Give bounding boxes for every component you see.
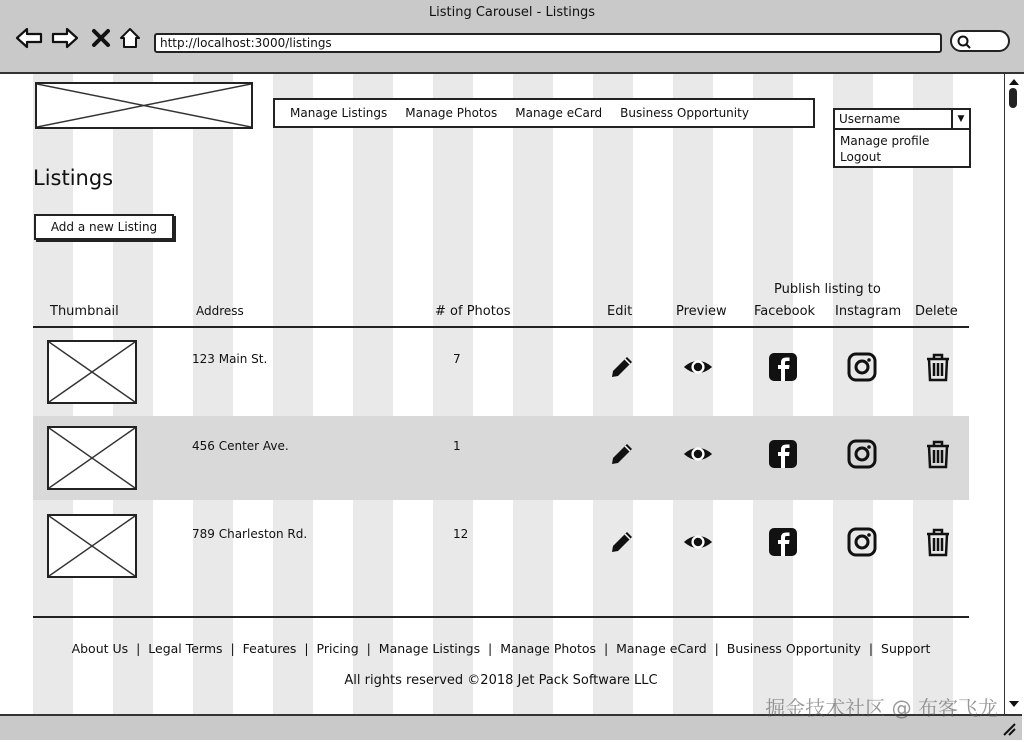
footer-links: About Us | Legal Terms | Features | Pricing | Manage Listings | Manage Photos | Manage eCard | Business Opportunity | Support	[71, 641, 931, 656]
footer-divider	[33, 616, 969, 618]
browser-search[interactable]	[950, 30, 1010, 52]
scroll-down-icon[interactable]	[1006, 698, 1022, 710]
facebook-icon[interactable]	[767, 526, 799, 558]
nav-manage-ecard[interactable]: Manage eCard	[515, 106, 603, 120]
scroll-up-icon[interactable]	[1006, 76, 1022, 88]
thumbnail-placeholder	[47, 514, 137, 578]
header-divider	[33, 326, 969, 328]
footer-link-manage-ecard[interactable]: Manage eCard	[616, 641, 707, 656]
page-title: Listings	[33, 166, 114, 190]
logo-placeholder	[35, 82, 253, 129]
delete-trash-icon[interactable]	[922, 351, 954, 383]
forward-arrow-icon[interactable]	[50, 26, 80, 50]
nav-manage-photos[interactable]: Manage Photos	[405, 106, 498, 120]
main-nav	[273, 98, 815, 128]
page-viewport	[0, 74, 1004, 714]
add-listing-button[interactable]: Add a new Listing	[34, 214, 174, 240]
col-thumbnail: Thumbnail	[50, 304, 119, 319]
footer-link-features[interactable]: Features	[242, 641, 297, 656]
back-arrow-icon[interactable]	[14, 26, 44, 50]
listing-address: 123 Main St.	[192, 352, 268, 366]
preview-eye-icon[interactable]	[682, 351, 714, 383]
username-label: Username	[839, 112, 901, 126]
copyright: All rights reserved ©2018 Jet Pack Software LLC	[344, 673, 658, 688]
col-preview: Preview	[676, 304, 727, 319]
delete-trash-icon[interactable]	[922, 526, 954, 558]
edit-pencil-icon[interactable]	[606, 438, 638, 470]
delete-trash-icon[interactable]	[922, 438, 954, 470]
col-facebook: Facebook	[754, 304, 816, 319]
listing-photo-count: 1	[453, 439, 461, 453]
listing-address: 456 Center Ave.	[192, 439, 289, 453]
facebook-icon[interactable]	[767, 438, 799, 470]
publish-group-header: Publish listing to	[774, 282, 881, 297]
footer-link-pricing[interactable]: Pricing	[316, 641, 359, 656]
title-bar	[0, 0, 1024, 27]
listing-photo-count: 12	[453, 527, 469, 541]
browser-toolbar	[0, 26, 1024, 74]
footer-link-manage-photos[interactable]: Manage Photos	[500, 641, 597, 656]
listing-photo-count: 7	[453, 352, 461, 366]
user-menu	[833, 130, 971, 168]
chevron-down-icon[interactable]: ▼	[951, 110, 969, 128]
thumbnail-placeholder	[47, 340, 137, 404]
instagram-icon[interactable]	[846, 438, 878, 470]
window-title: Listing Carousel - Listings	[428, 5, 596, 20]
footer-link-manage-listings[interactable]: Manage Listings	[378, 641, 481, 656]
stop-icon[interactable]	[88, 26, 114, 50]
preview-eye-icon[interactable]	[682, 438, 714, 470]
table-row	[33, 330, 969, 416]
nav-manage-listings[interactable]: Manage Listings	[290, 106, 388, 120]
vertical-scrollbar[interactable]	[1004, 74, 1023, 714]
nav-business-opportunity[interactable]: Business Opportunity	[620, 106, 749, 120]
col-photos: # of Photos	[435, 304, 511, 319]
col-edit: Edit	[607, 304, 633, 319]
thumbnail-placeholder	[47, 426, 137, 490]
listing-address: 789 Charleston Rd.	[192, 527, 308, 541]
watermark-text: 掘金技术社区 @ 布客飞龙	[765, 696, 998, 720]
search-icon	[954, 33, 974, 51]
footer-link-support[interactable]: Support	[881, 641, 931, 656]
address-bar[interactable]: http://localhost:3000/listings	[154, 33, 942, 53]
instagram-icon[interactable]	[846, 526, 878, 558]
instagram-icon[interactable]	[846, 351, 878, 383]
footer-link-legal[interactable]: Legal Terms	[148, 641, 223, 656]
menu-item-manage-profile[interactable]: Manage profile	[840, 134, 930, 148]
footer-link-about[interactable]: About Us	[71, 641, 129, 656]
preview-eye-icon[interactable]	[682, 526, 714, 558]
user-dropdown[interactable]	[833, 108, 971, 130]
table-row	[33, 504, 969, 590]
col-address: Address	[196, 304, 244, 318]
footer-link-business-opportunity[interactable]: Business Opportunity	[726, 641, 861, 656]
col-instagram: Instagram	[835, 304, 902, 319]
menu-item-logout[interactable]: Logout	[840, 150, 882, 164]
edit-pencil-icon[interactable]	[606, 526, 638, 558]
facebook-icon[interactable]	[767, 351, 799, 383]
scrollbar-thumb[interactable]	[1009, 88, 1017, 108]
home-icon[interactable]	[116, 26, 144, 50]
edit-pencil-icon[interactable]	[606, 351, 638, 383]
table-row	[33, 416, 969, 500]
resize-grip-icon[interactable]	[1000, 722, 1016, 736]
col-delete: Delete	[915, 304, 958, 319]
